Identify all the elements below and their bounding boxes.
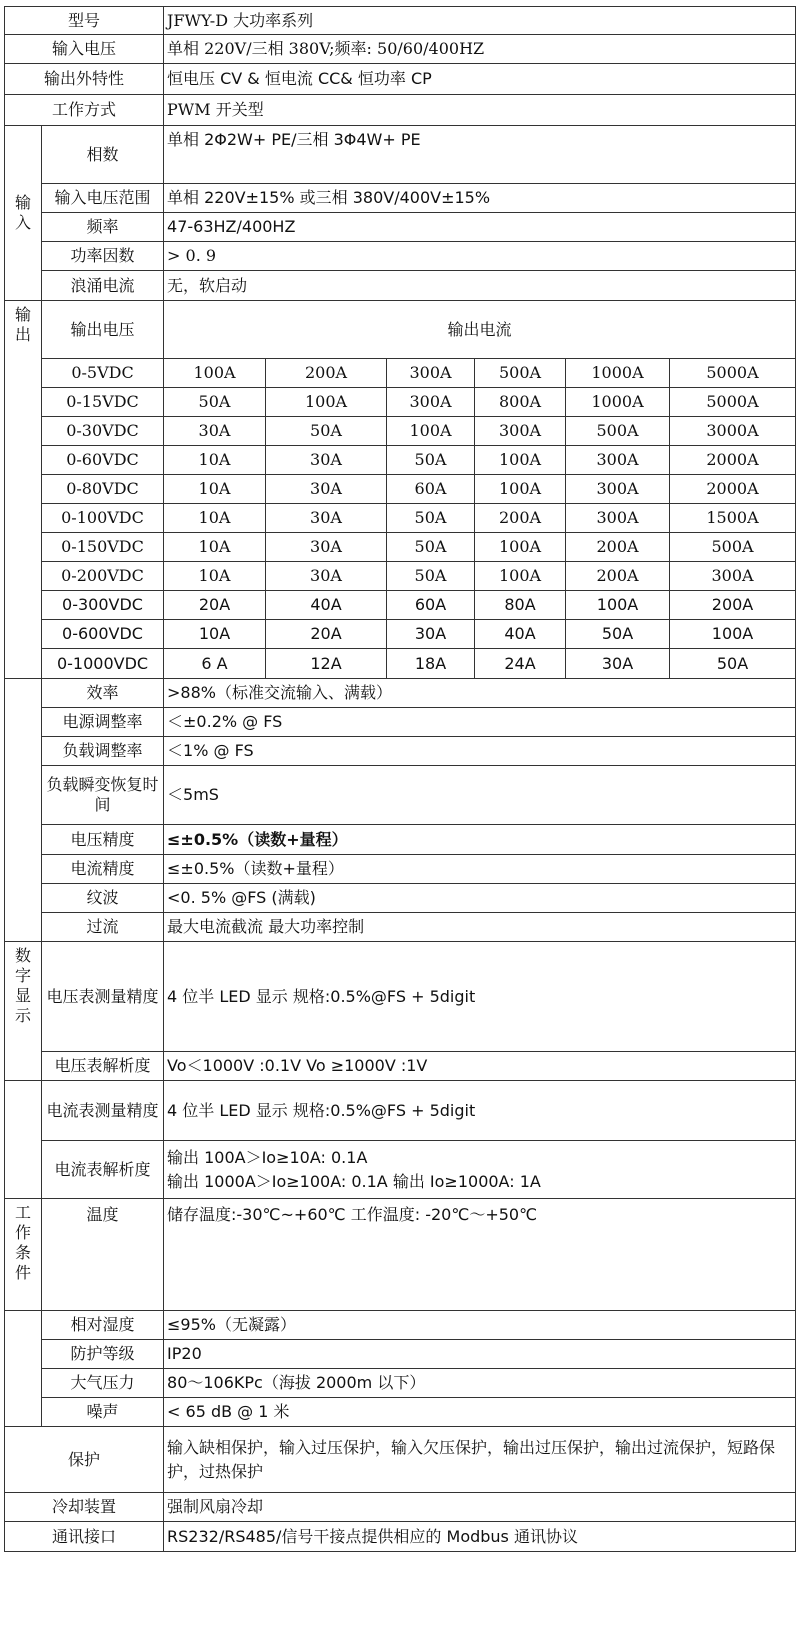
output-current-cell: 60A [387, 475, 475, 504]
label-efficiency: 效率 [42, 679, 164, 708]
output-current-cell: 100A [670, 620, 796, 649]
group-blank-spec [5, 679, 42, 942]
output-current-cell: 60A [387, 591, 475, 620]
row-work-mode [5, 95, 796, 126]
output-current-cell: 30A [387, 620, 475, 649]
value-phase: 单相 2Φ2W+ PE/三相 3Φ4W+ PE [164, 126, 796, 184]
row-protection [5, 1427, 796, 1493]
label-load-regulation: 负载调整率 [42, 737, 164, 766]
output-current-cell: 80A [475, 591, 566, 620]
row-humidity [5, 1311, 796, 1340]
row-input-range [5, 184, 796, 213]
row-line-regulation [5, 708, 796, 737]
table-row [5, 359, 796, 388]
output-current-cell: 10A [164, 533, 266, 562]
row-voltage-accuracy [5, 825, 796, 855]
output-current-cell: 200A [566, 533, 670, 562]
value-load-regulation: ＜1% @ FS [164, 737, 796, 766]
output-current-cell: 200A [670, 591, 796, 620]
row-voltmeter-accuracy [5, 942, 796, 1052]
output-current-cell: 100A [566, 591, 670, 620]
ammeter-resolution-line-2: 输出 1000A＞Io≥100A: 0.1A 输出 Io≥1000A: 1A [167, 1171, 541, 1191]
output-current-cell: 50A [387, 446, 475, 475]
output-current-cell: 200A [266, 359, 387, 388]
row-power-factor [5, 242, 796, 271]
value-humidity: ≤95%（无凝露） [164, 1311, 796, 1340]
value-current-accuracy: ≤±0.5%（读数+量程） [164, 855, 796, 884]
value-voltmeter-accuracy: 4 位半 LED 显示 规格:0.5%@FS + 5digit [164, 942, 796, 1052]
label-work-mode: 工作方式 [5, 95, 164, 126]
label-voltage-accuracy: 电压精度 [42, 825, 164, 855]
ammeter-resolution-line-1: 输出 100A＞Io≥10A: 0.1A [167, 1147, 368, 1167]
output-current-cell: 24A [475, 649, 566, 679]
header-output-current: 输出电流 [164, 301, 796, 359]
value-input-range: 单相 220V±15% 或三相 380V/400V±15% [164, 184, 796, 213]
output-current-cell: 300A [670, 562, 796, 591]
table-row [5, 591, 796, 620]
output-current-cell: 20A [266, 620, 387, 649]
output-current-cell: 40A [266, 591, 387, 620]
output-current-cell: 100A [475, 533, 566, 562]
label-cooling: 冷却装置 [5, 1493, 164, 1522]
output-current-cell: 3000A [670, 417, 796, 446]
label-ripple: 纹波 [42, 884, 164, 913]
output-current-cell: 50A [670, 649, 796, 679]
table-row [5, 446, 796, 475]
row-input-voltage [5, 35, 796, 64]
row-phase [5, 126, 796, 184]
output-voltage-cell: 0-300VDC [42, 591, 164, 620]
row-load-regulation [5, 737, 796, 766]
row-communication [5, 1522, 796, 1552]
value-communication: RS232/RS485/信号干接点提供相应的 Modbus 通讯协议 [164, 1522, 796, 1552]
value-temperature: 储存温度:-30℃~+60℃ 工作温度: -20℃～+50℃ [164, 1199, 796, 1311]
value-work-mode: PWM 开关型 [164, 95, 796, 126]
row-pressure [5, 1369, 796, 1398]
output-current-cell: 300A [566, 504, 670, 533]
group-blank-display [5, 1081, 42, 1199]
output-current-cell: 300A [566, 446, 670, 475]
output-voltage-cell: 0-15VDC [42, 388, 164, 417]
output-current-cell: 200A [475, 504, 566, 533]
output-current-cell: 50A [266, 417, 387, 446]
row-ammeter-resolution [5, 1141, 796, 1199]
output-current-cell: 10A [164, 620, 266, 649]
label-noise: 噪声 [42, 1398, 164, 1427]
label-temperature: 温度 [42, 1199, 164, 1311]
output-current-cell: 300A [387, 359, 475, 388]
output-current-cell: 10A [164, 562, 266, 591]
output-current-cell: 300A [475, 417, 566, 446]
value-output-characteristic: 恒电压 CV & 恒电流 CC& 恒功率 CP [164, 64, 796, 95]
table-row [5, 562, 796, 591]
group-input: 输 入 [5, 126, 42, 301]
group-blank-work [5, 1311, 42, 1427]
group-display: 数 字 显 示 [5, 942, 42, 1081]
row-output-header [5, 301, 796, 359]
label-line-regulation: 电源调整率 [42, 708, 164, 737]
output-current-cell: 50A [164, 388, 266, 417]
output-current-cell: 800A [475, 388, 566, 417]
row-cooling [5, 1493, 796, 1522]
output-current-cell: 10A [164, 475, 266, 504]
value-ip-rating: IP20 [164, 1340, 796, 1369]
output-current-cell: 100A [266, 388, 387, 417]
output-current-cell: 50A [566, 620, 670, 649]
spec-table [4, 6, 796, 1552]
label-current-accuracy: 电流精度 [42, 855, 164, 884]
output-current-cell: 30A [566, 649, 670, 679]
table-row [5, 533, 796, 562]
output-current-cell: 12A [266, 649, 387, 679]
row-surge [5, 271, 796, 301]
output-current-cell: 50A [387, 533, 475, 562]
table-row [5, 620, 796, 649]
output-current-cell: 1500A [670, 504, 796, 533]
output-current-cell: 10A [164, 504, 266, 533]
label-phase: 相数 [42, 126, 164, 184]
value-ammeter-resolution [164, 1141, 796, 1199]
output-current-cell: 1000A [566, 359, 670, 388]
output-voltage-cell: 0-30VDC [42, 417, 164, 446]
group-work-conditions: 工 作 条 件 [5, 1199, 42, 1311]
output-current-cell: 30A [266, 504, 387, 533]
label-power-factor: 功率因数 [42, 242, 164, 271]
output-current-cell: 2000A [670, 475, 796, 504]
label-output-characteristic: 输出外特性 [5, 64, 164, 95]
output-current-cell: 100A [387, 417, 475, 446]
label-ammeter-resolution: 电流表解析度 [42, 1141, 164, 1199]
output-current-cell: 200A [566, 562, 670, 591]
label-protection: 保护 [5, 1427, 164, 1493]
row-ammeter-accuracy [5, 1081, 796, 1141]
output-current-cell: 50A [387, 562, 475, 591]
label-transient: 负载瞬变恢复时间 [42, 766, 164, 825]
row-transient [5, 766, 796, 825]
output-current-cell: 30A [266, 533, 387, 562]
output-current-cell: 18A [387, 649, 475, 679]
output-current-cell: 30A [266, 562, 387, 591]
output-current-cell: 50A [387, 504, 475, 533]
value-model: JFWY-D 大功率系列 [164, 7, 796, 35]
output-current-cell: 20A [164, 591, 266, 620]
row-frequency [5, 213, 796, 242]
row-ip-rating [5, 1340, 796, 1369]
value-surge: 无，软启动 [164, 271, 796, 301]
value-voltage-accuracy: ≤±0.5%（读数+量程） [164, 825, 796, 855]
output-current-cell: 500A [475, 359, 566, 388]
label-ip-rating: 防护等级 [42, 1340, 164, 1369]
group-output: 输 出 [5, 301, 42, 679]
output-current-cell: 30A [266, 475, 387, 504]
output-current-cell: 300A [566, 475, 670, 504]
table-row [5, 417, 796, 446]
output-current-cell: 2000A [670, 446, 796, 475]
output-current-cell: 500A [566, 417, 670, 446]
table-row [5, 504, 796, 533]
output-current-cell: 500A [670, 533, 796, 562]
label-overcurrent: 过流 [42, 913, 164, 942]
row-output-characteristic [5, 64, 796, 95]
value-pressure: 80～106KPc（海拔 2000m 以下） [164, 1369, 796, 1398]
output-voltage-cell: 0-200VDC [42, 562, 164, 591]
header-output-voltage: 输出电压 [42, 301, 164, 359]
label-model: 型号 [5, 7, 164, 35]
row-current-accuracy [5, 855, 796, 884]
label-frequency: 频率 [42, 213, 164, 242]
value-voltmeter-resolution: Vo＜1000V :0.1V Vo ≥1000V :1V [164, 1052, 796, 1081]
row-noise [5, 1398, 796, 1427]
output-current-cell: 30A [266, 446, 387, 475]
table-row [5, 388, 796, 417]
row-ripple [5, 884, 796, 913]
label-pressure: 大气压力 [42, 1369, 164, 1398]
output-voltage-cell: 0-60VDC [42, 446, 164, 475]
output-current-cell: 1000A [566, 388, 670, 417]
label-voltmeter-resolution: 电压表解析度 [42, 1052, 164, 1081]
output-current-cell: 100A [475, 475, 566, 504]
value-protection: 输入缺相保护，输入过压保护，输入欠压保护，输出过压保护，输出过流保护，短路保护，过热保护 [164, 1427, 796, 1493]
output-voltage-cell: 0-100VDC [42, 504, 164, 533]
row-temperature [5, 1199, 796, 1311]
row-efficiency [5, 679, 796, 708]
value-transient: ＜5mS [164, 766, 796, 825]
value-ammeter-accuracy: 4 位半 LED 显示 规格:0.5%@FS + 5digit [164, 1081, 796, 1141]
table-row [5, 475, 796, 504]
output-current-cell: 100A [475, 562, 566, 591]
output-voltage-cell: 0-1000VDC [42, 649, 164, 679]
label-surge: 浪涌电流 [42, 271, 164, 301]
value-overcurrent: 最大电流截流 最大功率控制 [164, 913, 796, 942]
value-frequency: 47-63HZ/400HZ [164, 213, 796, 242]
label-voltmeter-accuracy: 电压表测量精度 [42, 942, 164, 1052]
output-voltage-cell: 0-600VDC [42, 620, 164, 649]
row-voltmeter-resolution [5, 1052, 796, 1081]
output-current-cell: 300A [387, 388, 475, 417]
value-cooling: 强制风扇冷却 [164, 1493, 796, 1522]
label-input-range: 输入电压范围 [42, 184, 164, 213]
label-input-voltage: 输入电压 [5, 35, 164, 64]
output-current-cell: 100A [164, 359, 266, 388]
output-current-cell: 6 A [164, 649, 266, 679]
value-line-regulation: ＜±0.2% @ FS [164, 708, 796, 737]
value-input-voltage: 单相 220V/三相 380V;频率: 50/60/400HZ [164, 35, 796, 64]
label-communication: 通讯接口 [5, 1522, 164, 1552]
label-humidity: 相对湿度 [42, 1311, 164, 1340]
output-current-cell: 5000A [670, 359, 796, 388]
output-current-cell: 5000A [670, 388, 796, 417]
value-power-factor: > 0. 9 [164, 242, 796, 271]
output-voltage-cell: 0-150VDC [42, 533, 164, 562]
value-efficiency: >88%（标准交流输入、满载） [164, 679, 796, 708]
output-voltage-cell: 0-5VDC [42, 359, 164, 388]
output-voltage-cell: 0-80VDC [42, 475, 164, 504]
row-model [5, 7, 796, 35]
output-current-cell: 100A [475, 446, 566, 475]
value-noise: < 65 dB @ 1 米 [164, 1398, 796, 1427]
table-row [5, 649, 796, 679]
row-overcurrent [5, 913, 796, 942]
label-ammeter-accuracy: 电流表测量精度 [42, 1081, 164, 1141]
value-ripple: <0. 5% @FS (满载) [164, 884, 796, 913]
output-current-cell: 10A [164, 446, 266, 475]
output-current-cell: 40A [475, 620, 566, 649]
output-current-cell: 30A [164, 417, 266, 446]
